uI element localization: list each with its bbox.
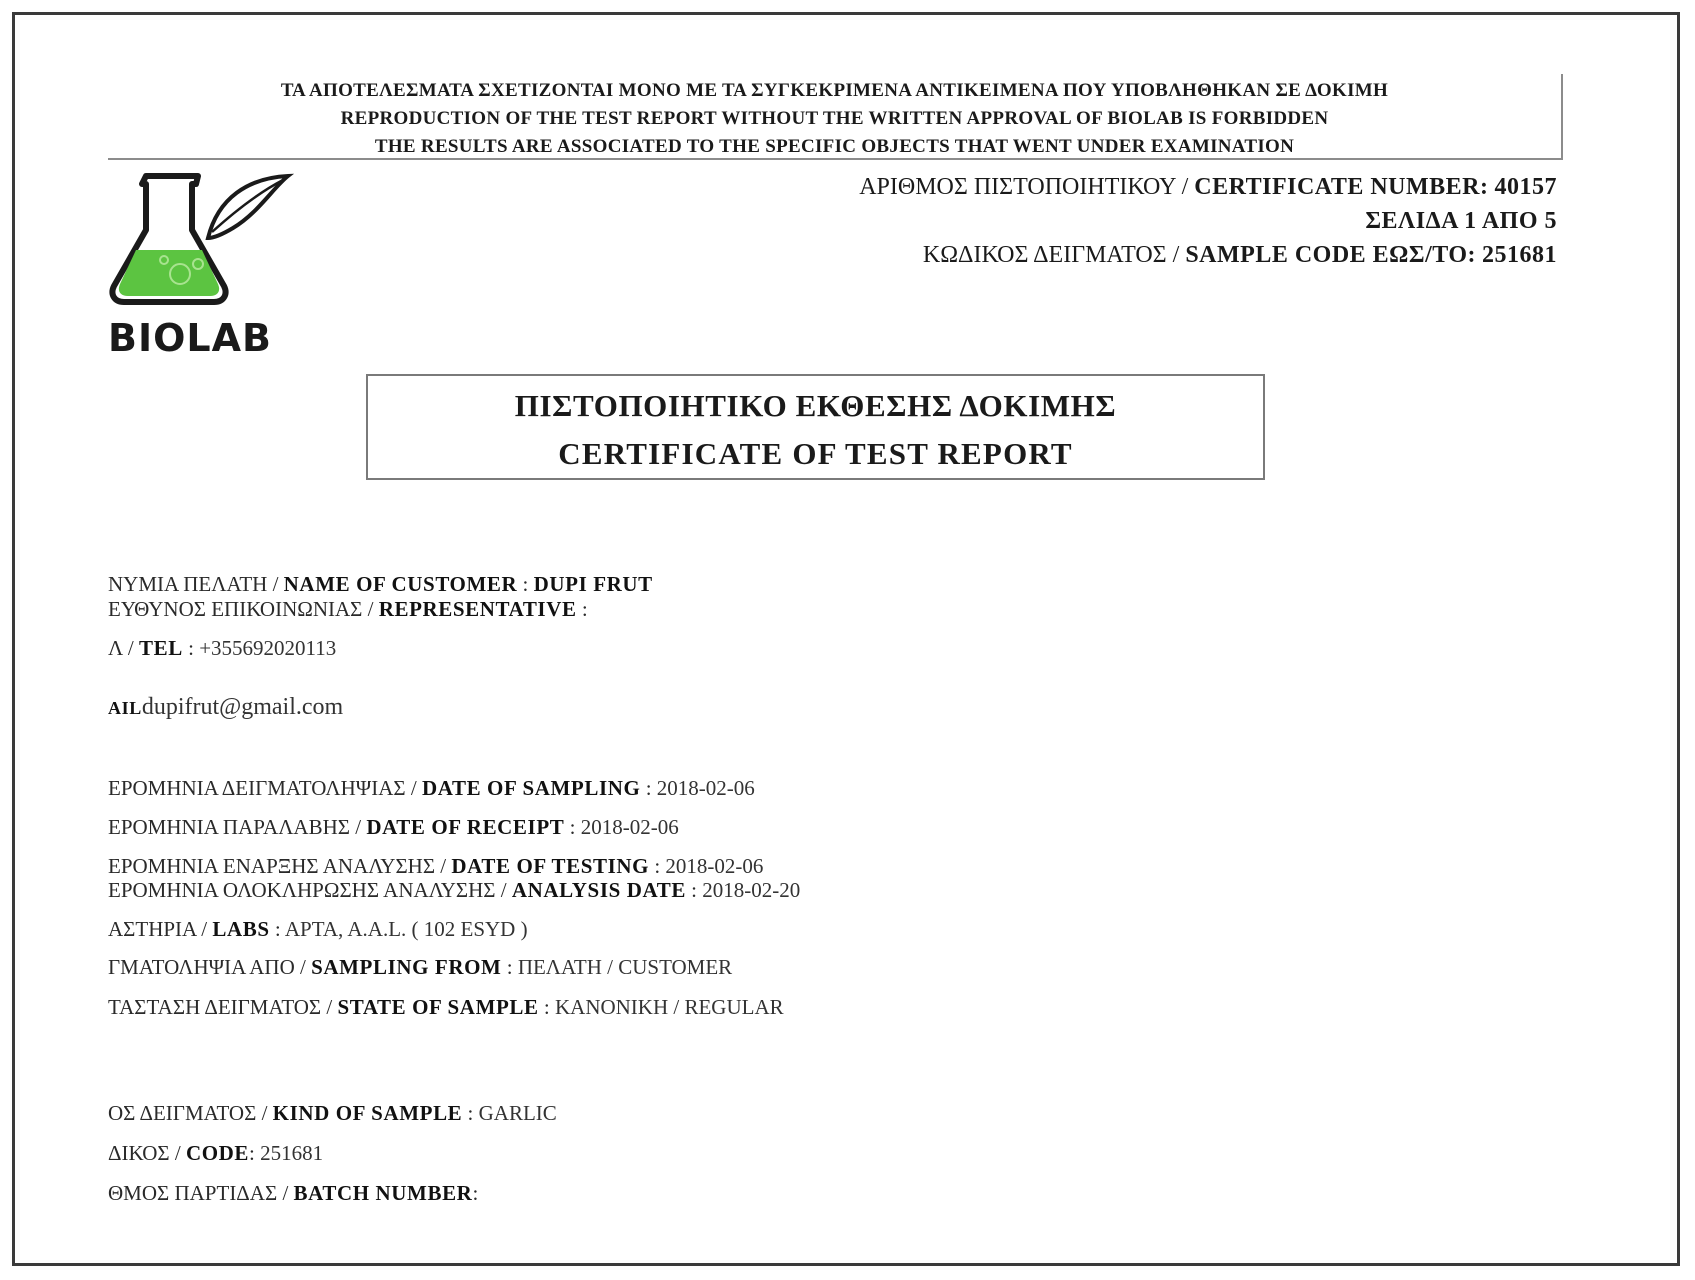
labs-label: LABS [212, 917, 270, 941]
tel-row: Λ / TEL : +355692020113 [108, 636, 337, 660]
representative-row: ΕΥΘΥΝΟΣ ΕΠΙΚΟΙΝΩΝΙΑΣ / REPRESENTATIVE : [108, 597, 588, 621]
kind-label: KIND OF SAMPLE [272, 1101, 463, 1125]
batch-label-greek: ΘΜΟΣ ΠΑΡΤΙΔΑΣ / [108, 1181, 289, 1205]
kind-row: ΟΣ ΔΕΙΓΜΑΤΟΣ / KIND OF SAMPLE : GARLIC [108, 1101, 557, 1125]
report-title-greek: ΠΙΣΤΟΠΟΙΗΤΙΚΟ ΕΚΘΕΣΗΣ ΔΟΚΙΜΗΣ [514, 388, 1117, 423]
report-details [108, 0, 1208, 1280]
state-value: ΚΑΝΟΝΙΚΗ / REGULAR [554, 995, 784, 1019]
customer-label: NAME OF CUSTOMER [283, 572, 518, 596]
disclaimer-line-reproduction: REPRODUCTION OF THE TEST REPORT WITHOUT THE WRITTEN APPROVAL OF BIOLAB IS FORBIDDEN [340, 108, 1329, 129]
labs-label-greek: ΑΣΤΗΡΙΑ / [108, 917, 208, 941]
email-label: AIL [108, 698, 142, 718]
email-row [108, 694, 343, 721]
testing-date-value: 2018-02-06 [665, 854, 764, 878]
sampling-from-value: ΠΕΛΑΤΗ / CUSTOMER [517, 955, 733, 979]
representative-label: REPRESENTATIVE [378, 597, 577, 621]
state-row: ΤΑΣΤΑΣΗ ΔΕΙΓΜΑΤΟΣ / STATE OF SAMPLE : ΚΑΝΟΝΙΚΗ / REGULAR [108, 995, 784, 1019]
customer-label-greek: ΝΥΜΙΑ ΠΕΛΑΤΗ / [108, 572, 279, 596]
kind-value: GARLIC [478, 1101, 557, 1125]
page-indicator: ΣΕΛΙΔΑ 1 ΑΠΟ 5 [1365, 208, 1557, 234]
code-value: 251681 [260, 1141, 324, 1165]
sampling-date-label-greek: ΕΡΟΜΗΝΙΑ ΔΕΙΓΜΑΤΟΛΗΨΙΑΣ / [108, 776, 417, 800]
sample-code-label-greek: ΚΩΔΙΚΟΣ ΔΕΙΓΜΑΤΟΣ / [922, 242, 1180, 268]
state-label-greek: ΤΑΣΤΑΣΗ ΔΕΙΓΜΑΤΟΣ / [108, 995, 333, 1019]
biolab-wordmark: BIOLAB [108, 316, 272, 360]
receipt-date-label-greek: ΕΡΟΜΗΝΙΑ ΠΑΡΑΛΑΒΗΣ / [108, 815, 362, 839]
testing-date-label-greek: ΕΡΟΜΗΝΙΑ ΕΝΑΡΞΗΣ ΑΝΑΛΥΣΗΣ / [108, 854, 447, 878]
tel-label-greek: Λ / [108, 636, 134, 660]
disclaimer-line-greek: ΤΑ ΑΠΟΤΕΛΕΣΜΑΤΑ ΣΧΕΤΙΖΟΝΤΑΙ ΜΟΝΟ ΜΕ ΤΑ ΣΥΓΚΕΚΡΙΜΕΝΑ ΑΝΤΙΚΕΙΜΕΝΑ ΠΟΥ ΥΠΟΒΛΗΘΗΚΑΝ ΣΕ ΔΟΚΙΜΗ [280, 80, 1389, 101]
tel-value: +355692020113 [199, 636, 337, 660]
kind-label-greek: ΟΣ ΔΕΙΓΜΑΤΟΣ / [108, 1101, 268, 1125]
code-label-greek: ΔΙΚΟΣ / [108, 1141, 181, 1165]
code-row: ΔΙΚΟΣ / CODE: 251681 [108, 1141, 324, 1165]
certificate-number-value: 40157 [1494, 174, 1557, 200]
analysis-date-label: ANALYSIS DATE [511, 878, 686, 902]
sampling-from-row: ΓΜΑΤΟΛΗΨΙΑ ΑΠΟ / SAMPLING FROM : ΠΕΛΑΤΗ / CUSTOMER [108, 955, 733, 979]
tel-label: TEL [139, 636, 183, 660]
receipt-date-row: ΕΡΟΜΗΝΙΑ ΠΑΡΑΛΑΒΗΣ / DATE OF RECEIPT : 2018-02-06 [108, 815, 679, 839]
code-label: CODE [185, 1141, 250, 1165]
sampling-date-label: DATE OF SAMPLING [421, 776, 641, 800]
testing-date-row: ΕΡΟΜΗΝΙΑ ΕΝΑΡΞΗΣ ΑΝΑΛΥΣΗΣ / DATE OF TESTING : 2018-02-06 [108, 854, 764, 878]
labs-row: ΑΣΤΗΡΙΑ / LABS : APTA, A.A.L. ( 102 ESYD ) [108, 917, 528, 941]
sample-code-label: SAMPLE CODE ΕΩΣ/ΤΟ: [1185, 242, 1476, 268]
report-title-english: CERTIFICATE OF TEST REPORT [558, 436, 1073, 471]
sampling-date-row: ΕΡΟΜΗΝΙΑ ΔΕΙΓΜΑΤΟΛΗΨΙΑΣ / DATE OF SAMPLING : 2018-02-06 [108, 776, 755, 800]
customer-row: ΝΥΜΙΑ ΠΕΛΑΤΗ / NAME OF CUSTOMER : DUPI FRUT [108, 572, 653, 596]
batch-label: BATCH NUMBER [293, 1181, 473, 1205]
analysis-date-row: ΕΡΟΜΗΝΙΑ ΟΛΟΚΛΗΡΩΣΗΣ ΑΝΑΛΥΣΗΣ / ANALYSIS DATE : 2018-02-20 [108, 878, 801, 902]
certificate-number-label: CERTIFICATE NUMBER: [1194, 174, 1489, 200]
email-value: dupifrut@gmail.com [141, 694, 344, 720]
certificate-number-label-greek: ΑΡΙΘΜΟΣ ΠΙΣΤΟΠΟΙΗΤΙΚΟΥ / [859, 174, 1189, 200]
customer-value: DUPI FRUT [533, 572, 653, 596]
labs-value: APTA, A.A.L. ( 102 ESYD ) [284, 917, 528, 941]
analysis-date-value: 2018-02-20 [702, 878, 801, 902]
disclaimer-line-results: THE RESULTS ARE ASSOCIATED TO THE SPECIFIC OBJECTS THAT WENT UNDER EXAMINATION [374, 136, 1295, 157]
sample-code-value: 251681 [1482, 242, 1557, 268]
representative-label-greek: ΕΥΘΥΝΟΣ ΕΠΙΚΟΙΝΩΝΙΑΣ / [108, 597, 374, 621]
testing-date-label: DATE OF TESTING [451, 854, 650, 878]
analysis-date-label-greek: ΕΡΟΜΗΝΙΑ ΟΛΟΚΛΗΡΩΣΗΣ ΑΝΑΛΥΣΗΣ / [108, 878, 507, 902]
sampling-from-label-greek: ΓΜΑΤΟΛΗΨΙΑ ΑΠΟ / [108, 955, 306, 979]
state-label: STATE OF SAMPLE [337, 995, 539, 1019]
receipt-date-value: 2018-02-06 [580, 815, 679, 839]
receipt-date-label: DATE OF RECEIPT [366, 815, 565, 839]
sampling-from-label: SAMPLING FROM [311, 955, 502, 979]
sampling-date-value: 2018-02-06 [656, 776, 755, 800]
batch-row: ΘΜΟΣ ΠΑΡΤΙΔΑΣ / BATCH NUMBER: [108, 1181, 479, 1205]
